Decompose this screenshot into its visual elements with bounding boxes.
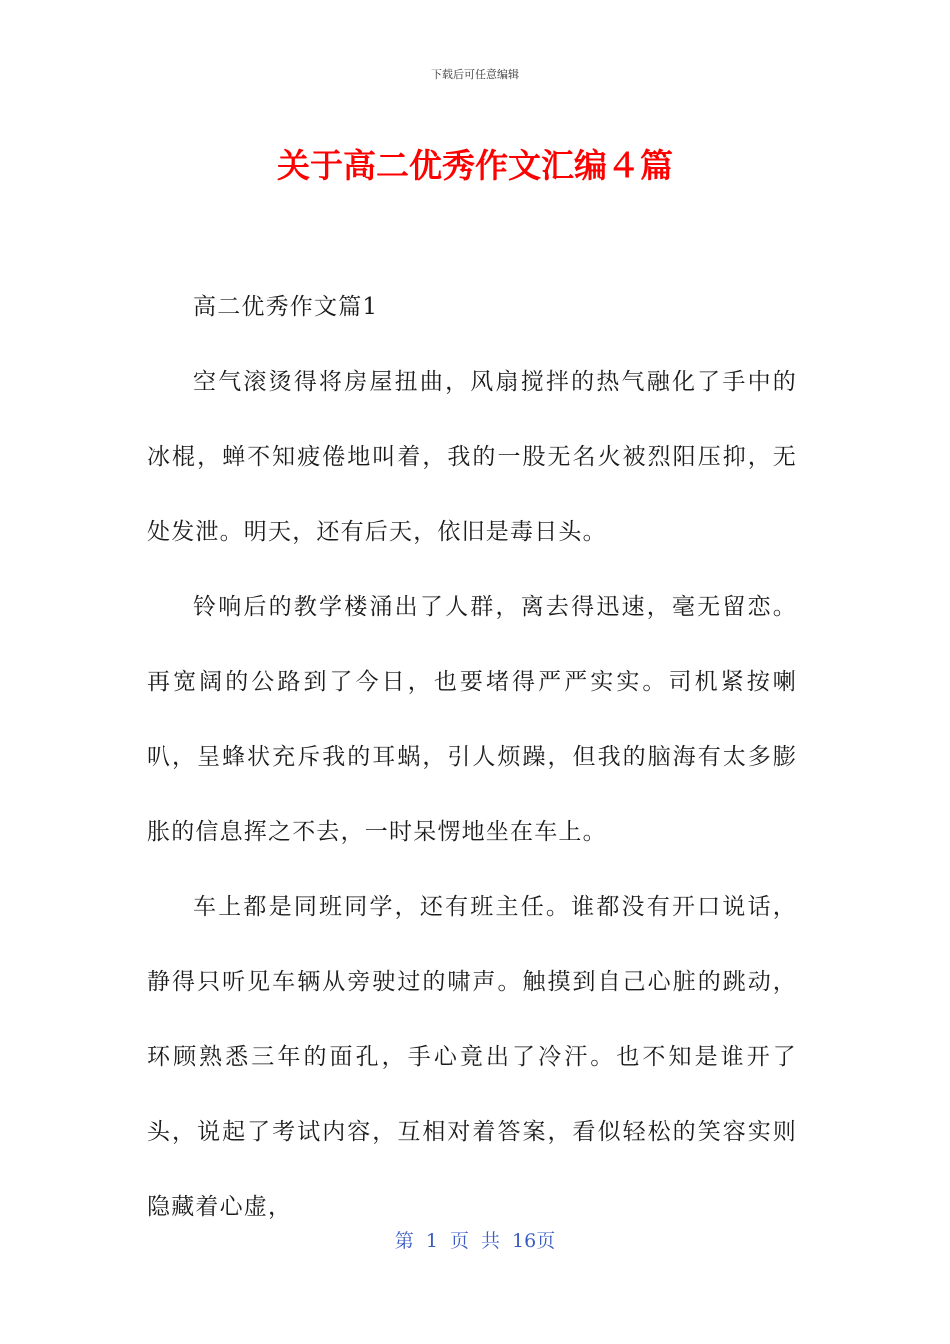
document-body [147, 270, 797, 1245]
document-title: 关于高二优秀作文汇编４篇 [277, 146, 673, 185]
paragraph-1: 空气滚烫得将房屋扭曲，风扇搅拌的热气融化了手中的冰棍，蝉不知疲倦地叫着，我的一股无名火被烈阳压抑，无处发泄。明天，还有后天，依旧是毒日头。 [147, 369, 797, 545]
page-number-footer: 第 1 页 共 16页 [394, 1230, 556, 1252]
paragraph-2: 铃响后的教学楼涌出了人群，离去得迅速，毫无留恋。再宽阔的公路到了今日，也要堵得严严实实。司机紧按喇叭，呈蜂状充斥我的耳蜗，引人烦躁，但我的脑海有太多膨胀的信息挥之不去，一时呆愣地坐在车上。 [147, 594, 797, 845]
section-heading: 高二优秀作文篇1 [193, 294, 379, 320]
paragraph-3: 车上都是同班同学，还有班主任。谁都没有开口说话，静得只听见车辆从旁驶过的啸声。触摸到自己心脏的跳动，环顾熟悉三年的面孔，手心竟出了冷汗。也不知是谁开了头，说起了考试内容，互相对着答案，看似轻松的笑容实则隐藏着心虚， [147, 894, 797, 1220]
header-note: 下载后可任意编辑 [431, 68, 519, 81]
